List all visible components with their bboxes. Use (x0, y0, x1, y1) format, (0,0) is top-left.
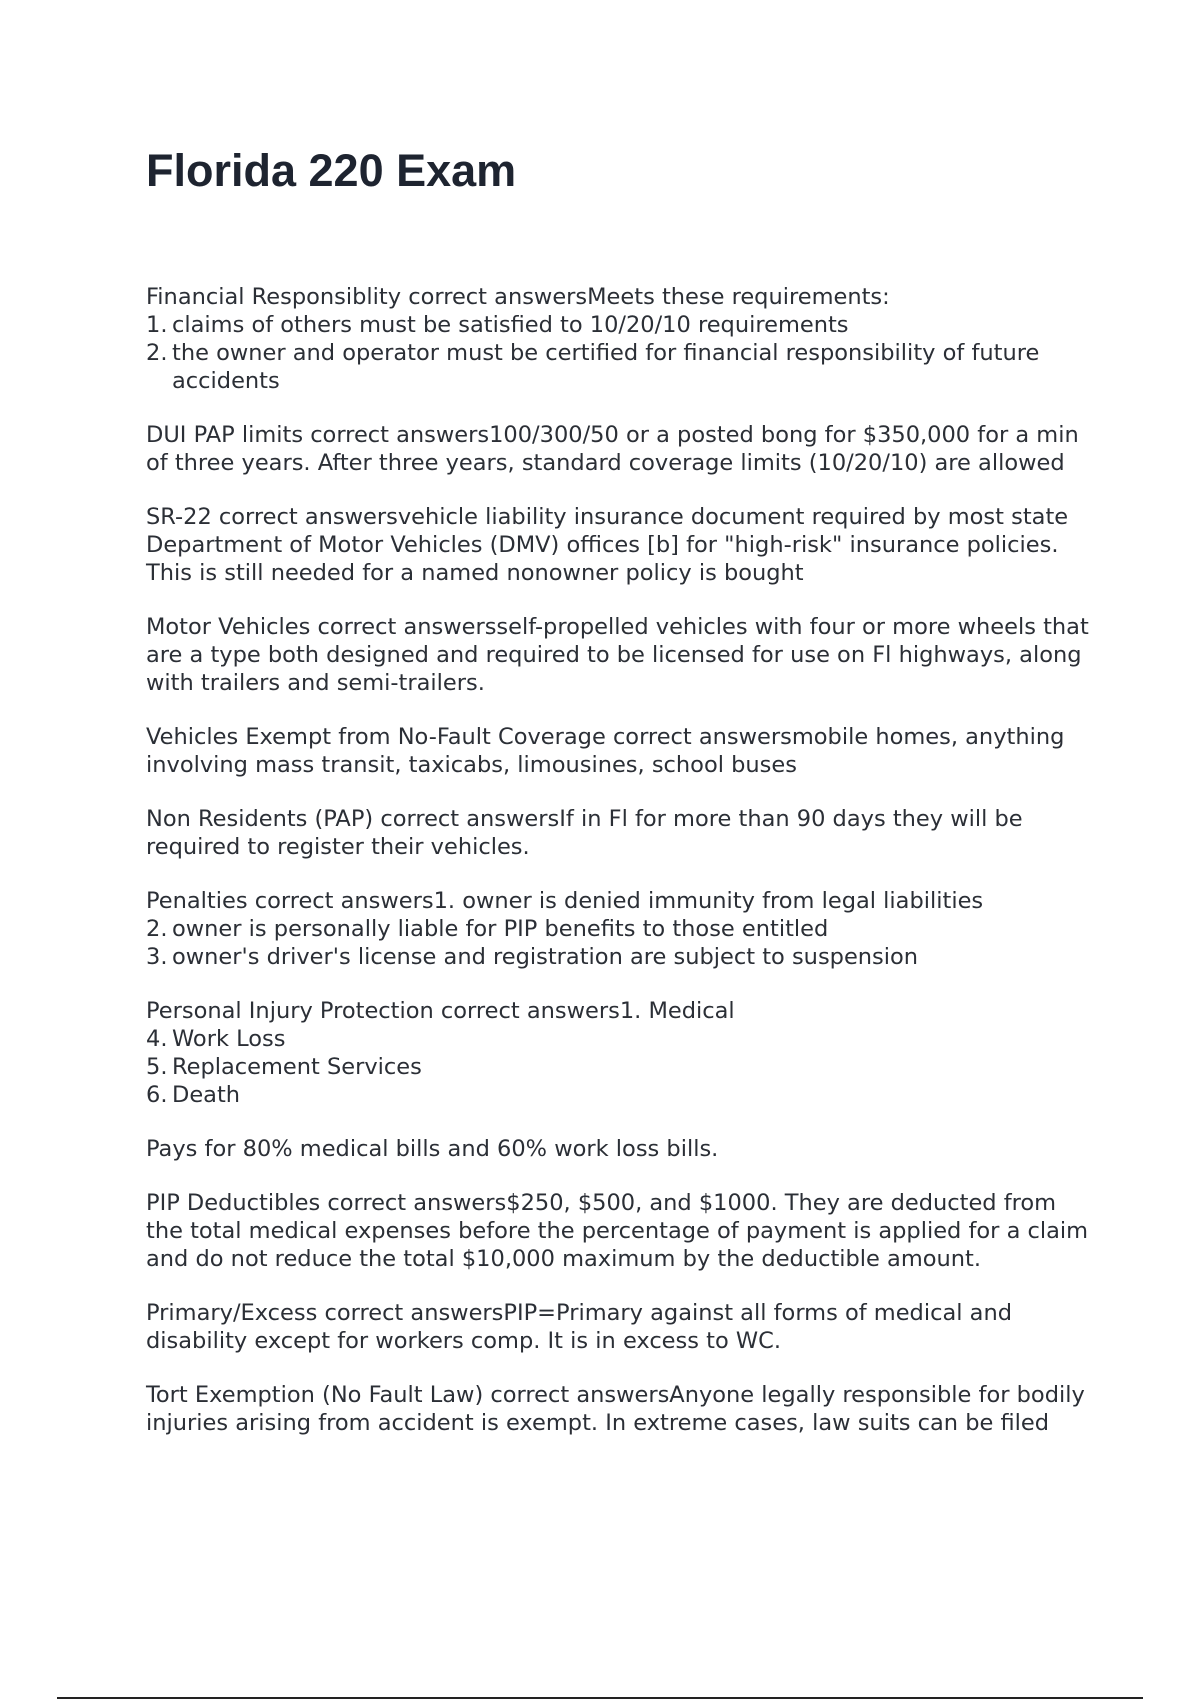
list-item (146, 915, 1096, 943)
entry-text: Primary/Excess correct answersPIP=Primary against all forms of medical and disability except for workers comp. It is in excess to WC. (146, 1300, 1012, 1354)
list-item (146, 1053, 1096, 1081)
qa-entry (146, 805, 1096, 861)
list-text: Replacement Services (172, 1054, 422, 1080)
entry-text: SR-22 correct answersvehicle liability insurance document required by most state Department of Motor Vehicles (DMV) offices [b] for "high-risk" insurance policies. This is still needed for a named nonowner policy is bought (146, 504, 1069, 586)
qa-entry (146, 1381, 1096, 1437)
qa-entry (146, 503, 1096, 587)
list-text: claims of others must be satisfied to 10/20/10 requirements (172, 312, 849, 338)
qa-entry (146, 283, 1096, 395)
list-item (146, 339, 1096, 395)
list-text: owner's driver's license and registration are subject to suspension (172, 944, 919, 970)
entry-text: PIP Deductibles correct answers$250, $500, and $1000. They are deducted from the total medical expenses before the percentage of payment is applied for a claim and do not reduce the total $10,000 maximum by the deductible amount. (146, 1190, 1089, 1272)
list-number: 5. (146, 1054, 168, 1080)
entry-list (146, 915, 1096, 971)
list-number: 6. (146, 1082, 168, 1108)
qa-entry (146, 421, 1096, 477)
qa-entry (146, 723, 1096, 779)
entry-text: Personal Injury Protection correct answers1. Medical (146, 998, 735, 1024)
entry-text: Pays for 80% medical bills and 60% work loss bills. (146, 1136, 719, 1162)
list-item (146, 1025, 1096, 1053)
list-item (146, 943, 1096, 971)
list-number: 3. (146, 944, 168, 970)
list-number: 4. (146, 1026, 168, 1052)
entry-text: Non Residents (PAP) correct answersIf in Fl for more than 90 days they will be required to register their vehicles. (146, 806, 1023, 860)
qa-entry (146, 1135, 1096, 1163)
list-number: 2. (146, 340, 168, 366)
entry-list (146, 1025, 1096, 1109)
entry-list (146, 311, 1096, 395)
entry-text: Motor Vehicles correct answersself-propelled vehicles with four or more wheels that are a type both designed and required to be licensed for use on Fl highways, along with trailers and semi-trailers. (146, 614, 1089, 696)
list-number: 1. (146, 312, 168, 338)
footer-divider (57, 1697, 1143, 1699)
qa-entry (146, 887, 1096, 971)
qa-entry (146, 997, 1096, 1109)
entry-text: Penalties correct answers1. owner is denied immunity from legal liabilities (146, 888, 984, 914)
qa-entry (146, 613, 1096, 697)
list-item (146, 1081, 1096, 1109)
qa-entry (146, 1299, 1096, 1355)
entry-text: DUI PAP limits correct answers100/300/50 or a posted bong for $350,000 for a min of three years. After three years, standard coverage limits (10/20/10) are allowed (146, 422, 1079, 476)
document-title: Florida 220 Exam (146, 145, 517, 196)
entry-text: Vehicles Exempt from No-Fault Coverage correct answersmobile homes, anything involving mass transit, taxicabs, limousines, school buses (146, 724, 1065, 778)
list-text: owner is personally liable for PIP benefits to those entitled (172, 916, 829, 942)
document-content (146, 283, 1096, 1463)
list-text: the owner and operator must be certified for financial responsibility of future accidents (172, 340, 1040, 394)
list-number: 2. (146, 916, 168, 942)
list-item (146, 311, 1096, 339)
list-text: Death (172, 1082, 241, 1108)
entry-text: Tort Exemption (No Fault Law) correct answersAnyone legally responsible for bodily injuries arising from accident is exempt. In extreme cases, law suits can be filed (146, 1382, 1085, 1436)
entry-text: Financial Responsiblity correct answersMeets these requirements: (146, 284, 890, 310)
list-text: Work Loss (172, 1026, 286, 1052)
qa-entry (146, 1189, 1096, 1273)
